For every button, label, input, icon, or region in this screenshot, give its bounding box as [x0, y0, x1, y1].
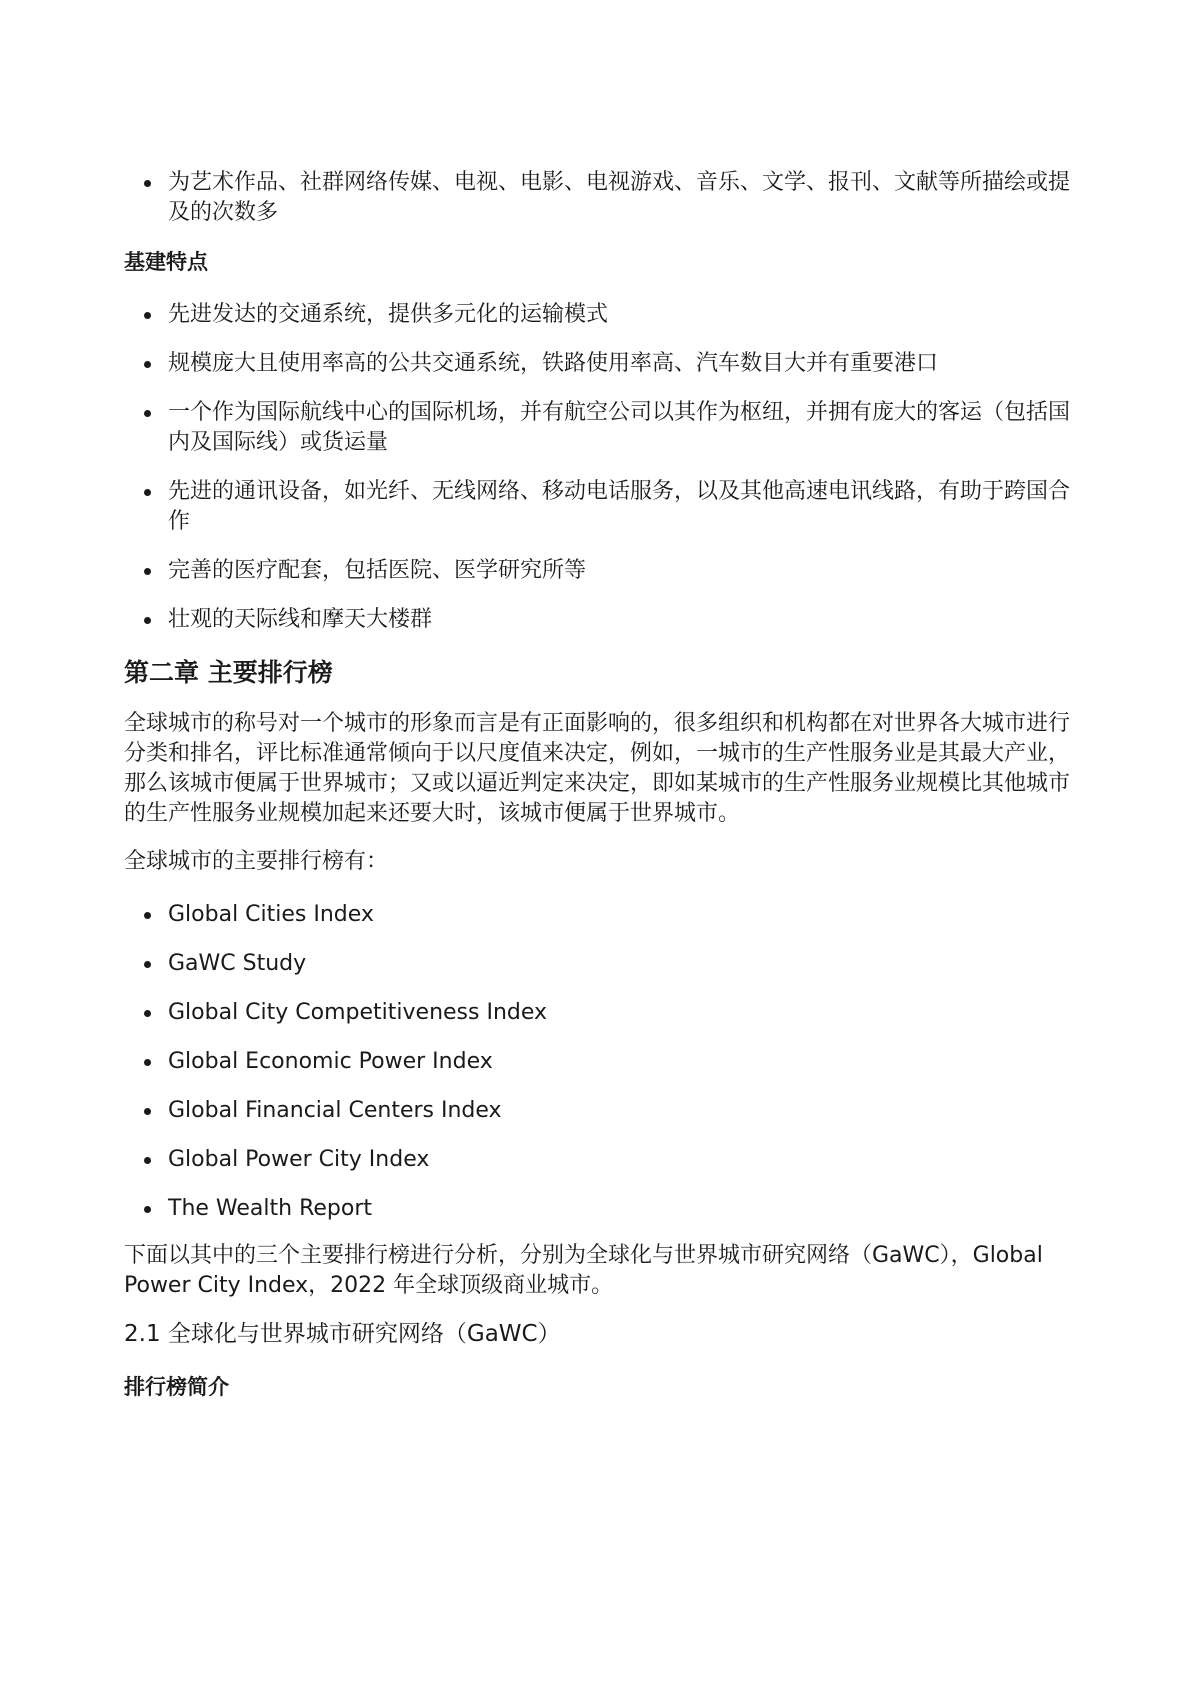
list-item: 规模庞大且使用率高的公共交通系统，铁路使用率高、汽车数目大并有重要港口 — [124, 349, 1074, 379]
list-item: GaWC Study — [124, 949, 1074, 979]
chapter-title: 第二章 主要排行榜 — [124, 658, 333, 687]
list-item: 为艺术作品、社群网络传媒、电视、电影、电视游戏、音乐、文学、报刊、文献等所描绘或提及的次数多 — [124, 168, 1074, 228]
chapter-paragraph: 下面以其中的三个主要排行榜进行分析，分别为全球化与世界城市研究网络（GaWC），Global Power City Index，2022 年全球顶级商业城市。 — [124, 1243, 1043, 1298]
infrastructure-list — [124, 300, 1074, 635]
section-heading: 2.1 全球化与世界城市研究网络（GaWC） — [124, 1321, 561, 1347]
list-item: Global Economic Power Index — [124, 1047, 1074, 1077]
chapter-paragraph: 全球城市的主要排行榜有： — [124, 849, 389, 874]
list-item: Global Financial Centers Index — [124, 1096, 1074, 1126]
list-item: 先进发达的交通系统，提供多元化的运输模式 — [124, 300, 1074, 330]
list-item: Global Cities Index — [124, 900, 1074, 930]
subheading: 排行榜简介 — [124, 1375, 229, 1399]
list-item: Global City Competitiveness Index — [124, 998, 1074, 1028]
rankings-list — [124, 900, 1074, 1224]
list-item: 一个作为国际航线中心的国际机场，并有航空公司以其作为枢纽，并拥有庞大的客运（包括国内及国际线）或货运量 — [124, 398, 1074, 458]
document-page — [124, 168, 1074, 1402]
list-item: Global Power City Index — [124, 1145, 1074, 1175]
list-item: 完善的医疗配套，包括医院、医学研究所等 — [124, 556, 1074, 586]
infrastructure-heading: 基建特点 — [124, 250, 208, 274]
intro-bullet-list — [124, 168, 1074, 228]
list-item: 壮观的天际线和摩天大楼群 — [124, 605, 1074, 635]
list-item: 先进的通讯设备，如光纤、无线网络、移动电话服务，以及其他高速电讯线路，有助于跨国合作 — [124, 477, 1074, 537]
list-item: The Wealth Report — [124, 1194, 1074, 1224]
chapter-paragraph: 全球城市的称号对一个城市的形象而言是有正面影响的，很多组织和机构都在对世界各大城市进行分类和排名，评比标准通常倾向于以尺度值来决定，例如，一城市的生产性服务业是其最大产业，那么该城市便属于世界城市；又或以逼近判定来决定，即如某城市的生产性服务业规模比其他城市的生产性服务业规模加起来还要大时，该城市便属于世界城市。 — [124, 711, 1071, 826]
